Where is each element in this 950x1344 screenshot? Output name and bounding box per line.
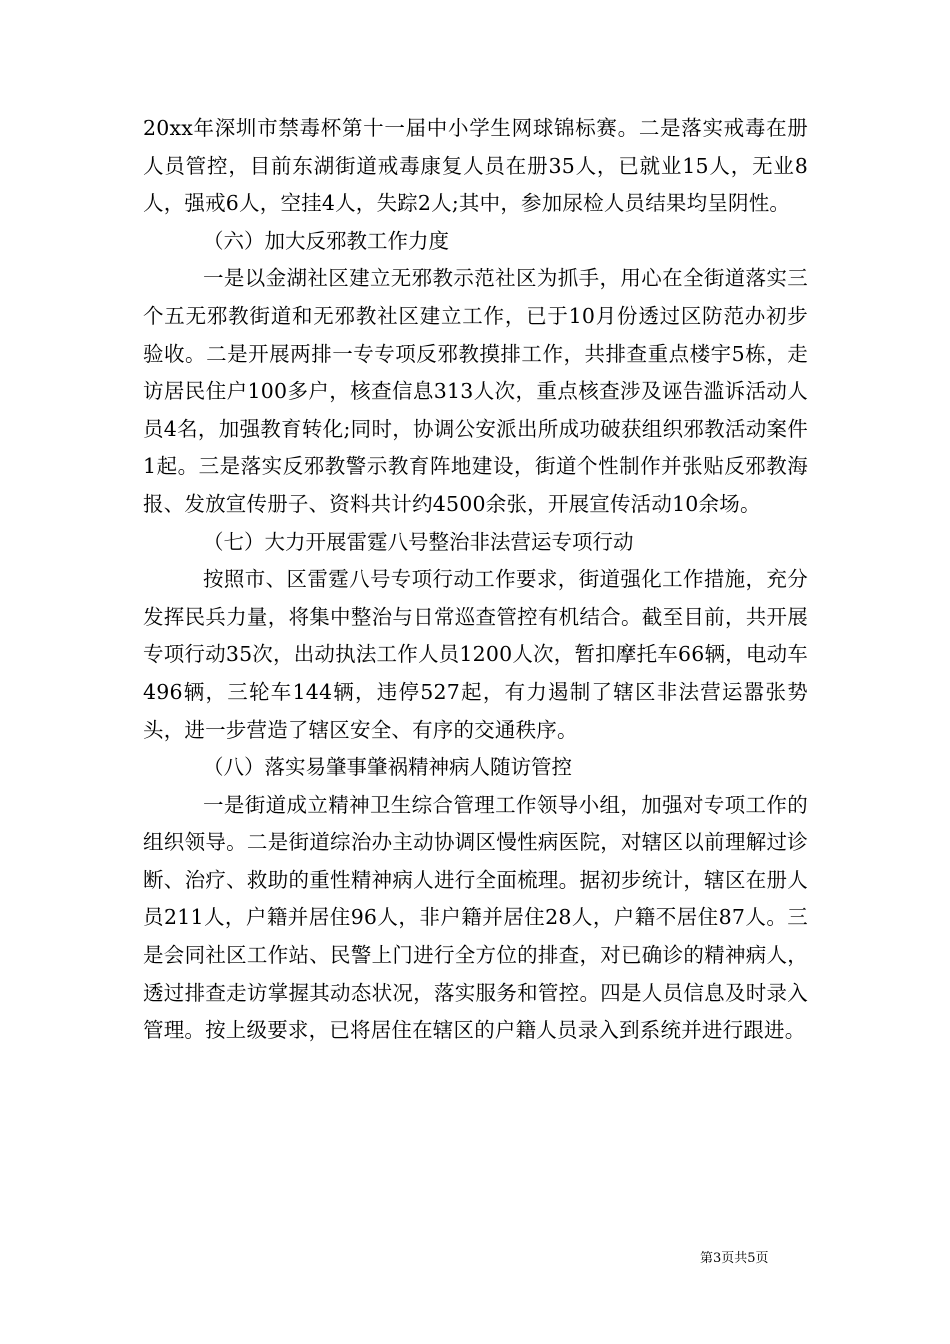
paragraph-continuation: 20xx年深圳市禁毒杯第十一届中小学生网球锦标赛。二是落实戒毒在册人员管控，目前东湖街道戒毒康复人员在册35人，已就业15人，无业8人，强戒6人，空挂4人，失踪2人;其中，参加尿检人员结果均呈阴性。: [143, 116, 808, 216]
section-heading-6: （六）加大反邪教工作力度: [203, 228, 449, 253]
paragraph-anti-cult: 一是以金湖社区建立无邪教示范社区为抓手，用心在全街道落实三个五无邪教街道和无邪教社区建立工作，已于10月份透过区防范办初步验收。二是开展两排一专专项反邪教摸排工作，共排查重点楼宇5栋，走访居民住户100多户，核查信息313人次，重点核查涉及诬告滥诉活动人员4名，加强教育转化;同时，协调公安派出所成功破获组织邪教活动案件1起。三是落实反邪教警示教育阵地建设，街道个性制作并张贴反邪教海报、发放宣传册子、资料共计约4500余张，开展宣传活动10余场。: [143, 266, 808, 516]
page-number: 第3页共5页: [700, 1251, 769, 1266]
paragraph-illegal-transport: 按照市、区雷霆八号专项行动工作要求，街道强化工作措施，充分发挥民兵力量，将集中整治与日常巡查管控有机结合。截至目前，共开展专项行动35次，出动执法工作人员1200人次，暂扣摩托车66辆，电动车496辆，三轮车144辆，违停527起，有力遏制了辖区非法营运嚣张势头，进一步营造了辖区安全、有序的交通秩序。: [143, 567, 808, 742]
section-heading-8: （八）落实易肇事肇祸精神病人随访管控: [203, 755, 572, 780]
paragraph-mental-health: 一是街道成立精神卫生综合管理工作领导小组，加强对专项工作的组织领导。二是街道综治办主动协调区慢性病医院，对辖区以前理解过诊断、治疗、救助的重性精神病人进行全面梳理。据初步统计，辖区在册人员211人，户籍并居住96人，非户籍并居住28人，户籍不居住87人。三是会同社区工作站、民警上门进行全方位的排查，对已确诊的精神病人，透过排查走访掌握其动态状况，落实服务和管控。四是人员信息及时录入管理。按上级要求，已将居住在辖区的户籍人员录入到系统并进行跟进。: [143, 792, 808, 1043]
document-body: [143, 110, 808, 1050]
section-heading-7: （七）大力开展雷霆八号整治非法营运专项行动: [203, 529, 634, 554]
